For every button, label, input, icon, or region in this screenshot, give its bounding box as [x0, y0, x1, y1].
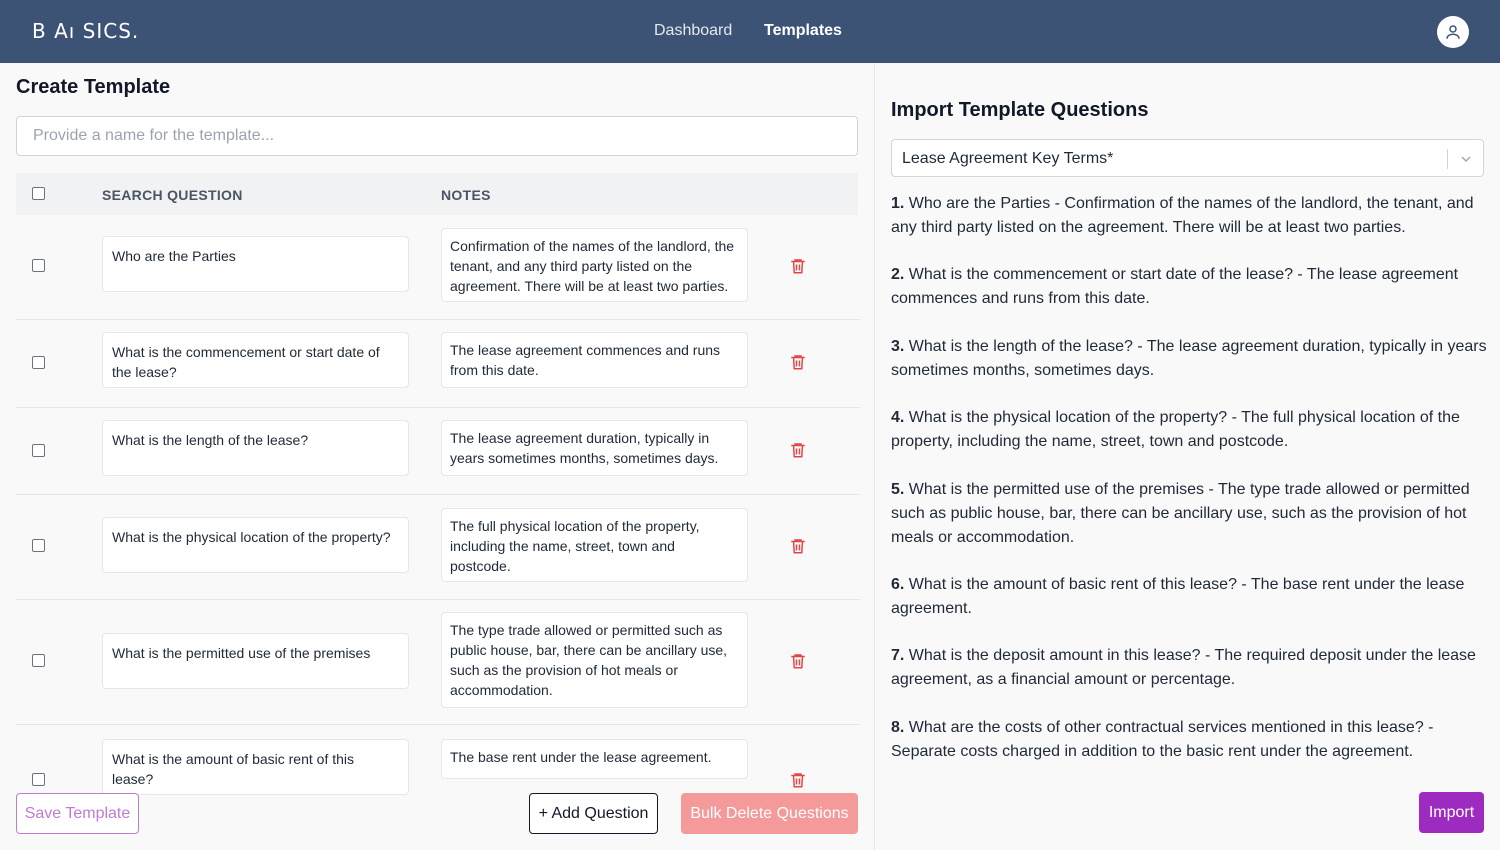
table-row: [16, 320, 860, 408]
questions-table-body[interactable]: [16, 215, 860, 787]
list-item: [891, 192, 1491, 240]
questions-table-header: [16, 173, 858, 215]
notes-input[interactable]: The lease agreement commences and runs from this date.: [441, 332, 748, 388]
row-checkbox[interactable]: [32, 654, 45, 667]
notes-input[interactable]: The lease agreement duration, typically in years sometimes months, sometimes days.: [441, 420, 748, 476]
delete-row-icon[interactable]: [789, 536, 807, 556]
delete-row-icon[interactable]: [789, 440, 807, 460]
item-number: 8.: [891, 719, 905, 736]
app-logo[interactable]: B Aı SICS.: [32, 19, 140, 43]
nav-templates[interactable]: Templates: [764, 22, 842, 39]
row-checkbox[interactable]: [32, 259, 45, 272]
question-input[interactable]: Who are the Parties: [102, 236, 409, 292]
item-number: 5.: [891, 481, 905, 498]
item-text: What is the physical location of the property? - The full physical location of the property, including the name, street, town and postcode.: [891, 409, 1460, 450]
list-item: [891, 335, 1491, 383]
table-row: [16, 495, 860, 600]
item-number: 7.: [891, 647, 905, 664]
save-template-button[interactable]: Save Template: [16, 793, 139, 834]
item-text: What are the costs of other contractual services mentioned in this lease? - Separate costs charged in addition to the basic rent under the agreement.: [891, 719, 1434, 760]
item-text: What is the deposit amount in this lease? - The required deposit under the lease agreement, as a financial amount or percentage.: [891, 647, 1476, 688]
add-question-button[interactable]: + Add Question: [529, 793, 658, 834]
row-checkbox[interactable]: [32, 773, 45, 786]
template-select[interactable]: [891, 139, 1484, 177]
delete-row-icon[interactable]: [789, 352, 807, 372]
top-nav-bar: [0, 0, 1500, 63]
import-question-list[interactable]: [891, 192, 1491, 772]
create-template-panel: [0, 63, 874, 850]
notes-input[interactable]: The full physical location of the property, including the name, street, town and postcode.: [441, 508, 748, 582]
item-number: 6.: [891, 576, 905, 593]
row-checkbox[interactable]: [32, 539, 45, 552]
select-all-checkbox[interactable]: [32, 187, 45, 200]
list-item: [891, 406, 1491, 454]
select-separator: [1447, 149, 1448, 169]
column-header-notes: NOTES: [441, 187, 491, 203]
template-name-input[interactable]: [16, 116, 858, 156]
item-text: What is the commencement or start date of the lease? - The lease agreement commences and runs from this date.: [891, 266, 1459, 307]
bulk-delete-button[interactable]: Bulk Delete Questions: [681, 793, 858, 834]
list-item: [891, 263, 1491, 311]
page-title: Create Template: [16, 76, 171, 98]
question-input[interactable]: What is the permitted use of the premises: [102, 633, 409, 689]
item-text: What is the amount of basic rent of this lease? - The base rent under the lease agreement.: [891, 576, 1465, 617]
column-header-question: SEARCH QUESTION: [102, 187, 243, 203]
item-number: 2.: [891, 266, 905, 283]
item-text: What is the length of the lease? - The lease agreement duration, typically in years sometimes months, sometimes days.: [891, 338, 1487, 379]
item-number: 1.: [891, 195, 905, 212]
import-title: Import Template Questions: [891, 99, 1149, 121]
template-select-value: Lease Agreement Key Terms*: [902, 150, 1114, 167]
import-template-panel: [875, 63, 1500, 850]
import-button[interactable]: Import: [1419, 792, 1484, 833]
item-number: 4.: [891, 409, 905, 426]
question-input[interactable]: What is the physical location of the property?: [102, 517, 409, 573]
delete-row-icon[interactable]: [789, 770, 807, 790]
notes-input[interactable]: The base rent under the lease agreement.: [441, 739, 748, 779]
question-input[interactable]: What is the commencement or start date of the lease?: [102, 332, 409, 388]
list-item: [891, 478, 1491, 550]
item-number: 3.: [891, 338, 905, 355]
notes-input[interactable]: The type trade allowed or permitted such as public house, bar, there can be ancillary use, such as the provision of hot meals or accommodation.: [441, 612, 748, 708]
chevron-down-icon[interactable]: [1458, 151, 1474, 167]
list-item: [891, 644, 1491, 692]
row-checkbox[interactable]: [32, 356, 45, 369]
delete-row-icon[interactable]: [789, 256, 807, 276]
user-icon: [1444, 23, 1462, 41]
item-text: Who are the Parties - Confirmation of the names of the landlord, the tenant, and any third party listed on the agreement. There will be at least two parties.: [891, 195, 1474, 236]
row-checkbox[interactable]: [32, 444, 45, 457]
question-input[interactable]: What is the amount of basic rent of this lease?: [102, 739, 409, 795]
notes-input[interactable]: Confirmation of the names of the landlord, the tenant, and any third party listed on the agreement. There will be at least two parties.: [441, 228, 748, 302]
table-row: [16, 408, 860, 495]
table-row: [16, 600, 860, 725]
nav-dashboard[interactable]: Dashboard: [654, 22, 733, 39]
delete-row-icon[interactable]: [789, 651, 807, 671]
question-input[interactable]: What is the length of the lease?: [102, 420, 409, 476]
user-avatar-button[interactable]: [1437, 16, 1469, 48]
table-row: [16, 215, 860, 320]
list-item: [891, 573, 1491, 621]
item-text: What is the permitted use of the premises - The type trade allowed or permitted such as public house, bar, there can be ancillary use, such as the provision of hot meals or accommodation.: [891, 481, 1470, 546]
list-item: [891, 716, 1491, 764]
